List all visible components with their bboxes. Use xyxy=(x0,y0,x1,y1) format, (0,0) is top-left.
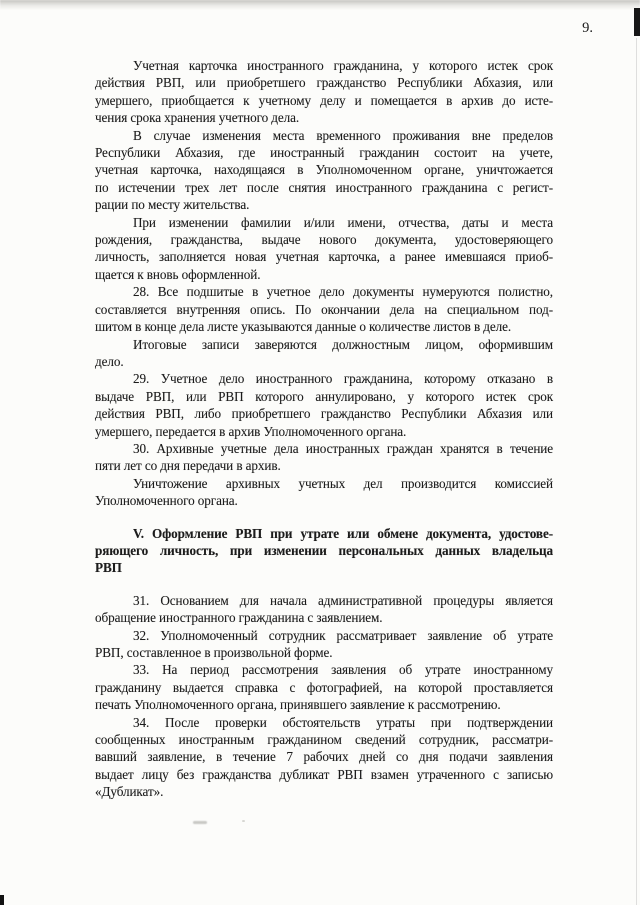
scan-artifact-speck xyxy=(242,820,245,822)
paragraph xyxy=(95,440,553,475)
text-line: 33. На период рассмотрения заявления об утрате иностранному xyxy=(133,662,553,678)
text-line: сообщенных иностранным гражданином сведений сотрудник, рассматри- xyxy=(95,732,553,748)
paragraph xyxy=(95,627,553,662)
text-line: составляется внутренняя опись. По окончании дела на специальном под- xyxy=(95,301,553,317)
scan-artifact-right-line xyxy=(636,38,637,905)
heading-line: РВП xyxy=(95,560,122,576)
heading-line: ряющего личность, при изменении персональных данных владельца xyxy=(95,542,553,558)
text-line: Итоговые записи заверяются должностным лицом, оформившим xyxy=(133,336,553,352)
text-line: действия РВП, или приобретшего гражданство Республики Абхазия, или xyxy=(95,75,553,91)
page-number: 9. xyxy=(582,20,593,36)
text-line: пяти лет со дня передачи в архив. xyxy=(95,458,281,474)
text-line: Учетная карточка иностранного гражданина, у которого истек срок xyxy=(133,58,553,73)
text-line: 30. Архивные учетные дела иностранных граждан хранятся в течение xyxy=(133,440,553,456)
scan-artifact-top-edge xyxy=(0,0,640,10)
text-line: Уполномоченного органа. xyxy=(95,493,238,509)
paragraph xyxy=(95,370,553,440)
text-line: 29. Учетное дело иностранного гражданина, которому отказано в xyxy=(133,371,553,387)
text-line: При изменении фамилии и/или имени, отчества, даты и места xyxy=(133,214,553,230)
text-line: умершего, приобщается к учетному делу и помещается в архив до исте- xyxy=(95,92,553,108)
paragraph xyxy=(95,592,553,627)
text-line: В случае изменения места временного проживания вне пределов xyxy=(133,127,553,143)
text-line: выдает лицу без гражданства дубликат РВП взамен утраченного с записью xyxy=(95,766,553,782)
text-line: действия РВП, либо приобретшего гражданство Республики Абхазия или xyxy=(95,406,553,422)
document-body xyxy=(95,57,553,801)
text-line: 32. Уполномоченный сотрудник рассматривает заявление об утрате xyxy=(133,627,553,643)
text-line: Республики Абхазия, где иностранный гражданин состоит на учете, xyxy=(95,145,553,161)
text-line: рождения, гражданства, выдаче нового документа, удостоверяющего xyxy=(95,232,553,248)
text-line: выдаче РВП, или РВП которого аннулировано, у которого истек срок xyxy=(95,388,553,404)
paragraph xyxy=(95,214,553,284)
text-line: умершего, передается в архив Уполномоченного органа. xyxy=(95,423,407,439)
scan-artifact-corner-mark xyxy=(0,895,4,905)
paragraph xyxy=(95,283,553,335)
scan-artifact-right-bar xyxy=(634,8,640,36)
paragraph xyxy=(95,336,553,371)
text-line: учетная карточка, находящаяся в Уполномоченном органе, уничтожается xyxy=(95,162,553,178)
text-line: щается к вновь оформленной. xyxy=(95,266,261,282)
text-line: рации по месту жительства. xyxy=(95,197,250,213)
text-line: личность, заполняется новая учетная карточка, а ранее имевшаяся приоб- xyxy=(95,249,553,265)
text-line: «Дубликат». xyxy=(95,784,164,800)
text-line: 28. Все подшитые в учетное дело документы нумеруются полистно, xyxy=(133,284,553,300)
text-line: дело. xyxy=(95,353,124,369)
heading-line: V. Оформление РВП при утрате или обмене документа, удостове- xyxy=(133,525,553,541)
text-line: чения срока хранения учетного дела. xyxy=(95,110,300,126)
paragraph xyxy=(95,57,553,127)
text-line: вавший заявление, в течение 7 рабочих дней со дня подачи заявления xyxy=(95,749,553,765)
text-line: гражданину выдается справка с фотографией, на которой проставляется xyxy=(95,679,553,695)
text-line: 31. Основанием для начала административной процедуры является xyxy=(133,592,553,608)
paragraph xyxy=(95,714,553,801)
text-line: печать Уполномоченного органа, принявшего заявление к рассмотрению. xyxy=(95,697,501,713)
paragraph xyxy=(95,661,553,713)
section-heading xyxy=(95,525,553,577)
text-line: шитом в конце дела листе указываются данные о количестве листов в деле. xyxy=(95,319,512,335)
text-line: РВП, составленное в произвольной форме. xyxy=(95,645,333,660)
text-line: обращение иностранного гражданина с заявлением. xyxy=(95,610,383,626)
paragraph xyxy=(95,127,553,214)
text-line: 34. После проверки обстоятельств утраты при подтверждении xyxy=(133,714,553,730)
text-line: по истечении трех лет после снятия иностранного гражданина с регист- xyxy=(95,179,553,195)
scan-artifact-smudge xyxy=(193,821,207,824)
paragraph xyxy=(95,475,553,510)
text-line: Уничтожение архивных учетных дел производится комиссией xyxy=(133,475,553,491)
